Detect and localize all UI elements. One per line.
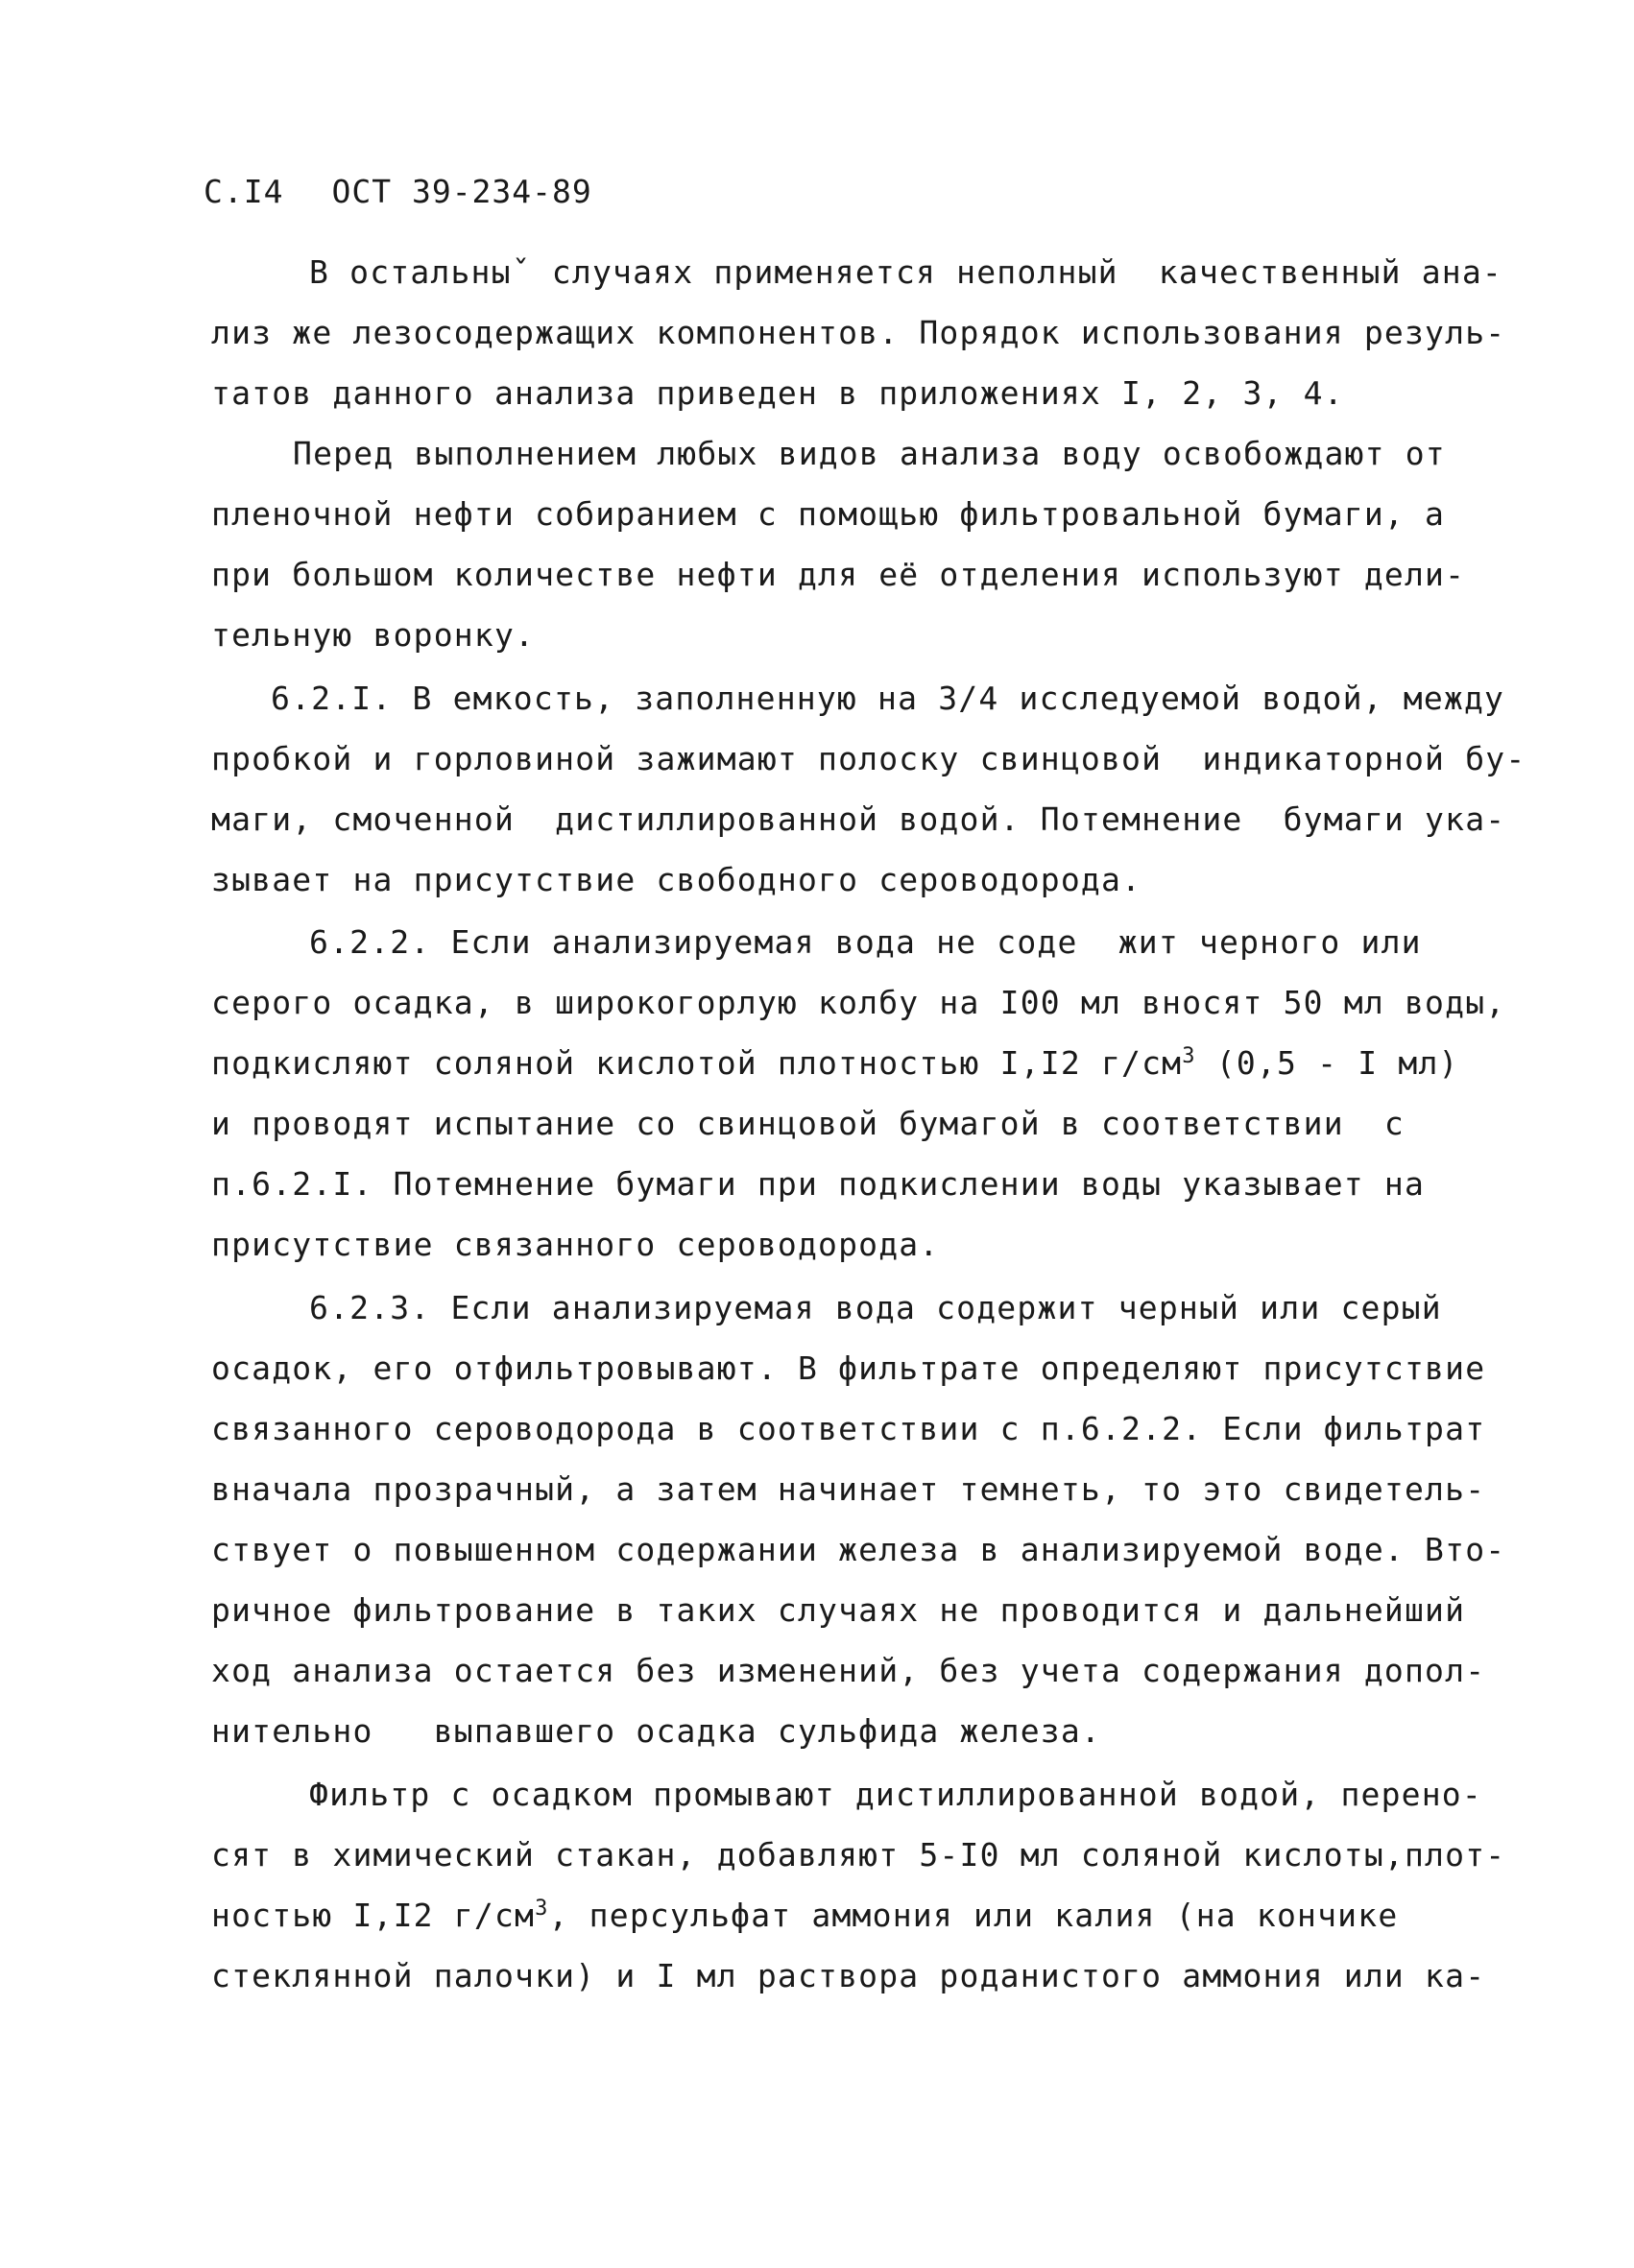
text-line: Фильтр с осадком промывают дистиллированной водой, перено-	[309, 1776, 1482, 1813]
text-segment: ностью I,I2 г/см	[211, 1897, 536, 1934]
text-line: ричное фильтрование в таких случаях не проводится и дальнейший	[211, 1591, 1466, 1629]
text-line: В остальныˇ случаях применяется неполный качественный ана-	[309, 253, 1502, 291]
text-line: стеклянной палочки) и I мл раствора роданистого аммония или ка-	[211, 1957, 1486, 1994]
text-line: тельную воронку.	[211, 616, 536, 654]
text-line: лиз же лезосодержащих компонентов. Порядок использования резуль-	[211, 314, 1506, 351]
text-line: связанного сероводорода в соответствии с п.6.2.2. Если фильтрат	[211, 1410, 1486, 1447]
text-line: п.6.2.I. Потемнение бумаги при подкислении воды указывает на	[211, 1165, 1426, 1203]
text-line: ход анализа остается без изменений, без учета содержания допол-	[211, 1652, 1486, 1689]
text-line: и проводят испытание со свинцовой бумагой в соответствии с	[211, 1105, 1405, 1142]
standard-code: ОСТ 39-234-89	[331, 173, 592, 210]
page-number: С.I4	[204, 173, 284, 210]
text-line: при большом количестве нефти для её отделения используют дели-	[211, 556, 1466, 593]
text-line: серого осадка, в широкогорлую колбу на I00 мл вносят 50 мл воды,	[211, 984, 1506, 1021]
text-line: нительно выпавшего осадка сульфида железа.	[211, 1712, 1101, 1750]
text-line: 6.2.2. Если анализируемая вода не соде жит черного или	[309, 923, 1422, 961]
text-line: пленочной нефти собиранием с помощью фильтровальной бумаги, а	[211, 495, 1446, 533]
text-line: Перед выполнением любых видов анализа воду освобождают от	[293, 435, 1446, 472]
text-line: татов данного анализа приведен в приложениях I, 2, 3, 4.	[211, 374, 1344, 412]
text-line: осадок, его отфильтровывают. В фильтрате определяют присутствие	[211, 1349, 1486, 1387]
superscript: 3	[535, 1897, 549, 1921]
text-segment: подкисляют соляной кислотой плотностью I,I2 г/см	[211, 1044, 1183, 1082]
text-line: 6.2.3. Если анализируемая вода содержит черный или серый	[309, 1289, 1442, 1326]
text-line: сят в химический стакан, добавляют 5-I0 мл соляной кислоты,плот-	[211, 1836, 1506, 1874]
text-line: пробкой и горловиной зажимают полоску свинцовой индикаторной бу-	[211, 740, 1526, 777]
text-line: зывает на присутствие свободного сероводорода.	[211, 861, 1142, 898]
text-line: 6.2.I. В емкость, заполненную на 3/4 исследуемой водой, между	[271, 680, 1505, 717]
superscript: 3	[1182, 1044, 1196, 1068]
text-segment: , персульфат аммония или калия (на кончике	[548, 1897, 1399, 1934]
text-segment: (0,5 - I мл)	[1195, 1044, 1459, 1082]
text-line-with-superscript	[211, 1042, 1459, 1085]
text-line: маги, смоченной дистиллированной водой. Потемнение бумаги ука-	[211, 800, 1506, 838]
text-line: присутствие связанного сероводорода.	[211, 1226, 940, 1263]
page-header	[204, 173, 592, 210]
text-line: ствует о повышенном содержании железа в анализируемой воде. Вто-	[211, 1531, 1506, 1568]
text-line: вначала прозрачный, а затем начинает темнеть, то это свидетель-	[211, 1470, 1486, 1508]
text-line-with-superscript	[211, 1895, 1398, 1937]
